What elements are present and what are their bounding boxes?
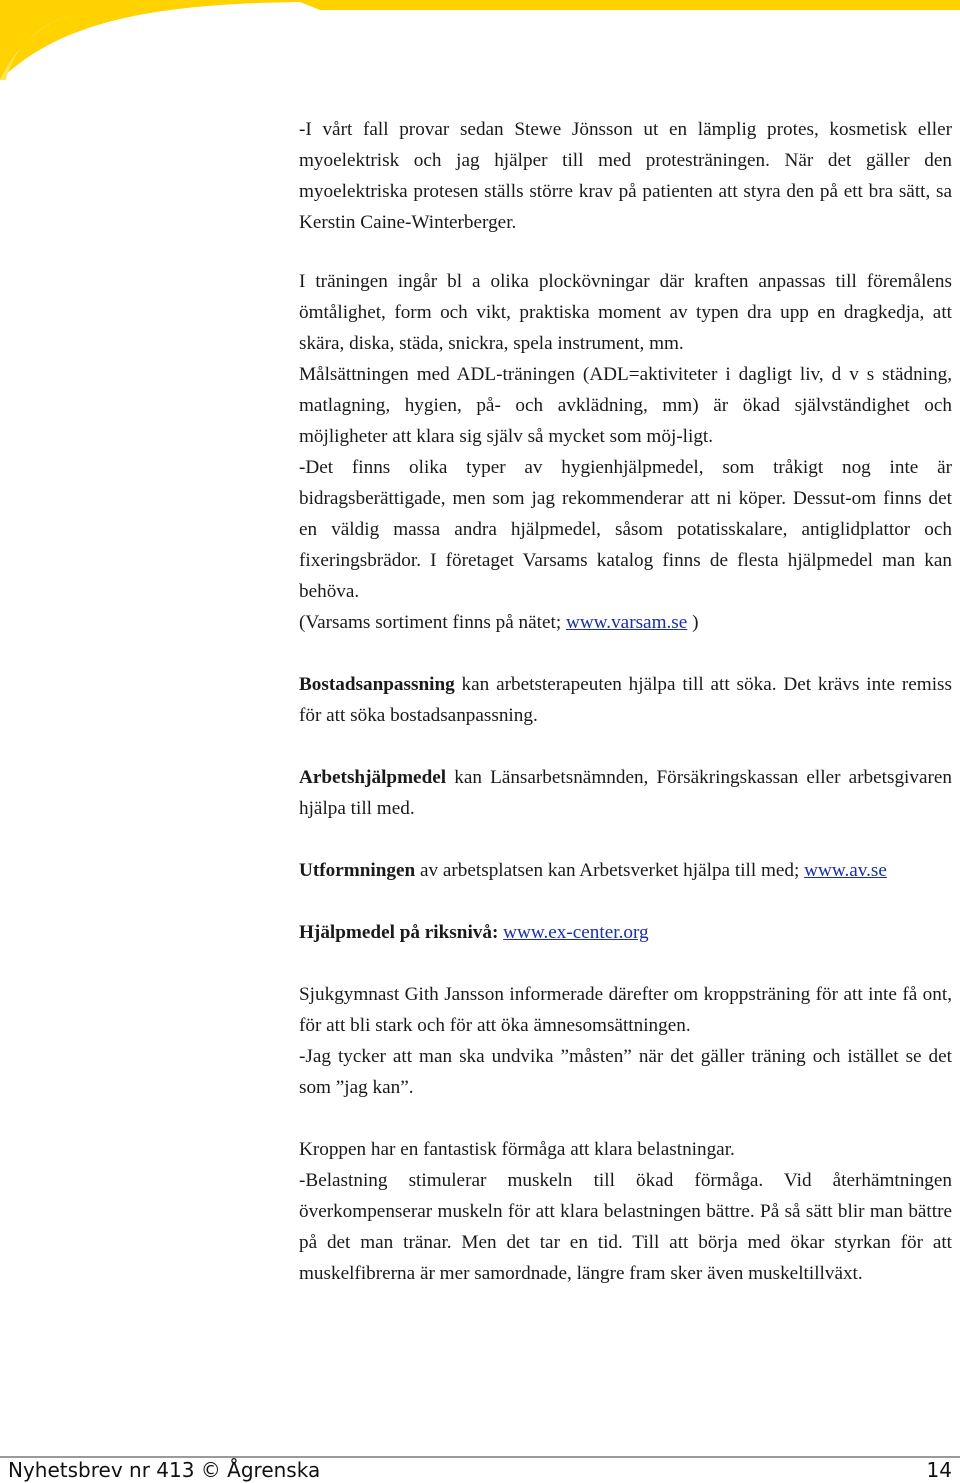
page-number: 14 [926,1458,952,1482]
article-body [299,114,952,1289]
paragraph-kroppen: Kroppen har en fantastisk förmåga att klara belastningar. [299,1139,735,1160]
utformningen-text: av arbetsplatsen kan Arbetsverket hjälpa till med; [415,860,805,881]
paragraph-protes: -I vårt fall provar sedan Stewe Jönsson ut en lämplig protes, kosmetisk eller myoelektrisk och jag hjälper till med protesträningen. När det gäller den myoelektriska protesen ställs större krav på patienten att styra den på ett bra sätt, sa Kerstin Caine-Winterberger. [299,119,952,233]
header-banner [0,0,960,80]
av-link[interactable]: www.av.se [804,860,887,881]
paragraph-riksniva [299,917,952,948]
page-footer [0,1454,960,1483]
varsam-link[interactable]: www.varsam.se [565,612,688,633]
paragraph-utformningen [299,855,952,886]
ex-center-link[interactable]: www.ex-center.org [503,922,649,943]
arbetshjalpmedel-heading: Arbetshjälpmedel [299,767,447,788]
paragraph-varsam [299,607,952,638]
paragraph-malsattning: Målsättningen med ADL-träningen (ADL=aktiviteter i dagligt liv, d v s städning, matlagning, hygien, på- och avklädning, mm) är ökad självständighet och möjligheter att klara sig själv så mycket som möj-ligt. [299,364,952,447]
riksniva-heading: Hjälpmedel på riksnivå: [299,922,504,943]
paragraph-arbetshjalpmedel [299,762,952,824]
varsam-text: (Varsams sortiment finns på nätet; [299,612,566,633]
paragraph-traningen: I träningen ingår bl a olika plockövningar där kraften anpassas till föremålens ömtålighet, form och vikt, praktiska moment av typen dra upp en dragkedja, att skära, diska, städa, snickra, spela instrument, mm. [299,271,952,354]
utformningen-heading: Utformningen [299,860,416,881]
paragraph-maste: -Jag tycker att man ska undvika ”måsten” när det gäller träning och istället se det som ”jag kan”. [299,1046,952,1098]
footer-newsletter-label: Nyhetsbrev nr 413 © Ågrenska [8,1458,321,1482]
paragraph-bostadsanpassning [299,669,952,731]
arbetshjalpmedel-text: kan Länsarbetsnämnden, Försäkringskassan eller arbetsgivaren hjälpa till med. [299,767,952,819]
paragraph-hygienhjalpmedel: -Det finns olika typer av hygienhjälpmedel, som tråkigt nog inte är bidragsberättigade, men som jag rekommenderar att ni köper. Dessut-om finns det en väldig massa andra hjälpmedel, såsom potatisskalare, antiglidplattor och fixeringsbrädor. I företaget Varsams katalog finns de flesta hjälpmedel man kan behöva. [299,457,952,602]
paragraph-belastning: -Belastning stimulerar muskeln till ökad förmåga. Vid återhämtningen överkompenserar muskeln för att klara belastningen bättre. På så sätt blir man bättre på det man tränar. Men det tar en tid. Till att börja med ökar styrkan för att muskelfibrerna är mer samordnade, längre fram sker även muskeltillväxt. [299,1170,952,1284]
varsam-close: ) [687,612,699,633]
bostadsanpassning-heading: Bostadsanpassning [299,674,455,695]
paragraph-sjukgymnast: Sjukgymnast Gith Jansson informerade därefter om kroppsträning för att inte få ont, för att bli stark och för att öka ämnesomsättningen. [299,984,952,1036]
bostadsanpassning-text: kan arbetsterapeuten hjälpa till att söka. Det krävs inte remiss för att söka bostadsanpassning. [299,674,952,726]
yellow-wave-decoration [0,0,960,80]
